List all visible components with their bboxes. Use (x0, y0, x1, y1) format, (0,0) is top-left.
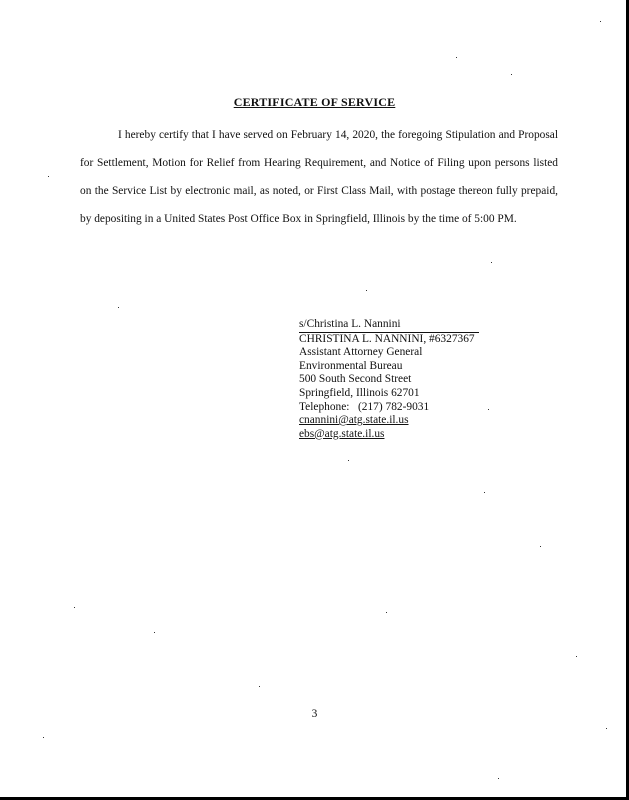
signature-block (299, 318, 499, 441)
telephone-label: Telephone: (299, 400, 350, 413)
scan-speck (484, 492, 485, 493)
scan-speck (576, 656, 577, 657)
scan-speck (348, 460, 349, 461)
scan-speck (118, 307, 119, 308)
scan-speck (259, 686, 260, 687)
attorney-bureau: Environmental Bureau (299, 359, 403, 372)
attorney-role: Assistant Attorney General (299, 346, 423, 359)
scan-speck (43, 737, 44, 738)
scan-speck (74, 607, 75, 608)
scan-speck (386, 612, 387, 613)
scan-speck (498, 778, 499, 779)
signature-line: s/Christina L. Nannini (299, 318, 479, 333)
page-number: 3 (311, 708, 318, 720)
scan-speck (511, 74, 512, 75)
scan-speck (600, 21, 601, 22)
scan-speck (154, 632, 155, 633)
scan-speck (456, 57, 457, 58)
scan-speck (366, 290, 367, 291)
scan-speck (488, 409, 489, 410)
scan-speck (491, 262, 492, 263)
address-city: Springfield, Illinois 62701 (299, 386, 420, 399)
attorney-name: CHRISTINA L. NANNINI, #6327367 (299, 332, 475, 345)
scan-speck (48, 176, 49, 177)
certificate-title: CERTIFICATE OF SERVICE (233, 95, 396, 109)
telephone-number: (217) 782-9031 (358, 400, 430, 413)
telephone-row (299, 401, 499, 415)
email-link-primary[interactable]: cnannini@atg.state.il.us (299, 414, 409, 427)
scan-speck (540, 546, 541, 547)
scan-speck (606, 728, 607, 729)
address-street: 500 South Second Street (299, 373, 412, 386)
certificate-body: I hereby certify that I have served on February 14, 2020, the foregoing Stipulation and Proposal for Settlement, Motion for Relief from Hearing Requirement, and Notice of Filing upon persons listed on the Service List by electronic mail, as noted, or First Class Mail, with postage thereon fully prepaid, by depositing in a United States Post Office Box in Springfield, Illinois by the time of 5:00 PM. (80, 129, 558, 225)
email-link-bureau[interactable]: ebs@atg.state.il.us (299, 427, 385, 440)
